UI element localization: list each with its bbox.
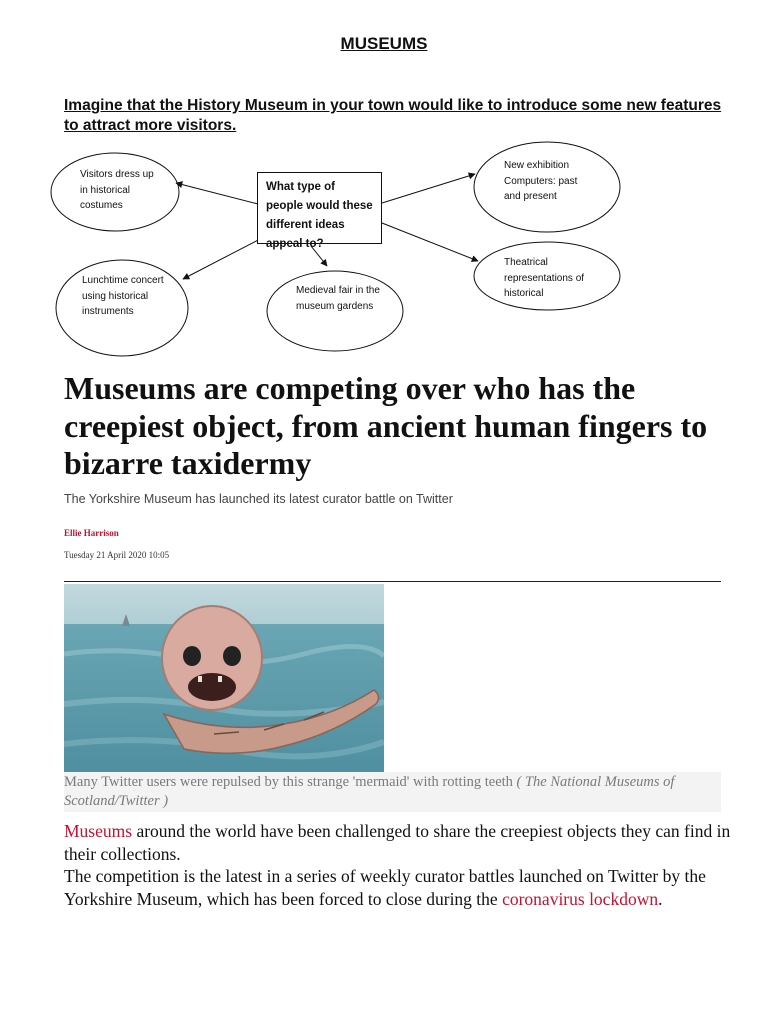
coronavirus-lockdown-link[interactable]: coronavirus lockdown [502, 888, 659, 909]
arrow-to-exhibition [382, 174, 475, 203]
idea-costumes: Visitors dress up in historical costumes [80, 169, 154, 211]
idea-theatre: Theatrical representations of historical [504, 257, 585, 298]
central-question-box: What type of people would these different ideas appeal to? [257, 172, 382, 244]
arrow-to-theatre [382, 223, 478, 261]
mermaid-photo-illustration [64, 584, 384, 772]
page-title: MUSEUMS [340, 34, 428, 53]
arrow-to-costumes [176, 183, 262, 205]
caption-credit: ( The National Museums of Scotland/Twitter ) [64, 774, 675, 809]
divider [64, 581, 721, 582]
article-body [64, 820, 734, 910]
museums-link[interactable]: Museums [64, 821, 133, 841]
idea-fair: Medieval fair in the museum gardens [296, 285, 380, 312]
task-instruction: Imagine that the History Museum in your town would like to introduce some new features to attract more visitors. [64, 97, 722, 134]
paragraph-1-text: around the world have been challenged to share the creepiest objects they can find in their collections. [64, 821, 731, 864]
caption-text: Many Twitter users were repulsed by this strange 'mermaid' with rotting teeth [64, 774, 513, 790]
idea-exhibition: New exhibition Computers: past and present [504, 160, 578, 202]
author-link[interactable]: Ellie Harrison [64, 528, 119, 538]
paragraph-2-text: The competition is the latest in a series of weekly curator battles launched on Twitter by the Yorkshire Museum, which has been forced to close during the [64, 866, 706, 909]
paragraph-2-end: . [658, 888, 663, 909]
photo-caption [64, 773, 721, 811]
arrow-to-concert [183, 238, 262, 279]
article-headline: Museums are competing over who has the creepiest object, from ancient human fingers to bizarre taxidermy [64, 370, 708, 481]
publish-date: Tuesday 21 April 2020 10:05 [64, 550, 170, 560]
article-photo [64, 584, 384, 772]
idea-concert: Lunchtime concert using historical instruments [82, 275, 164, 317]
article-subheadline: The Yorkshire Museum has launched its latest curator battle on Twitter [64, 492, 453, 506]
